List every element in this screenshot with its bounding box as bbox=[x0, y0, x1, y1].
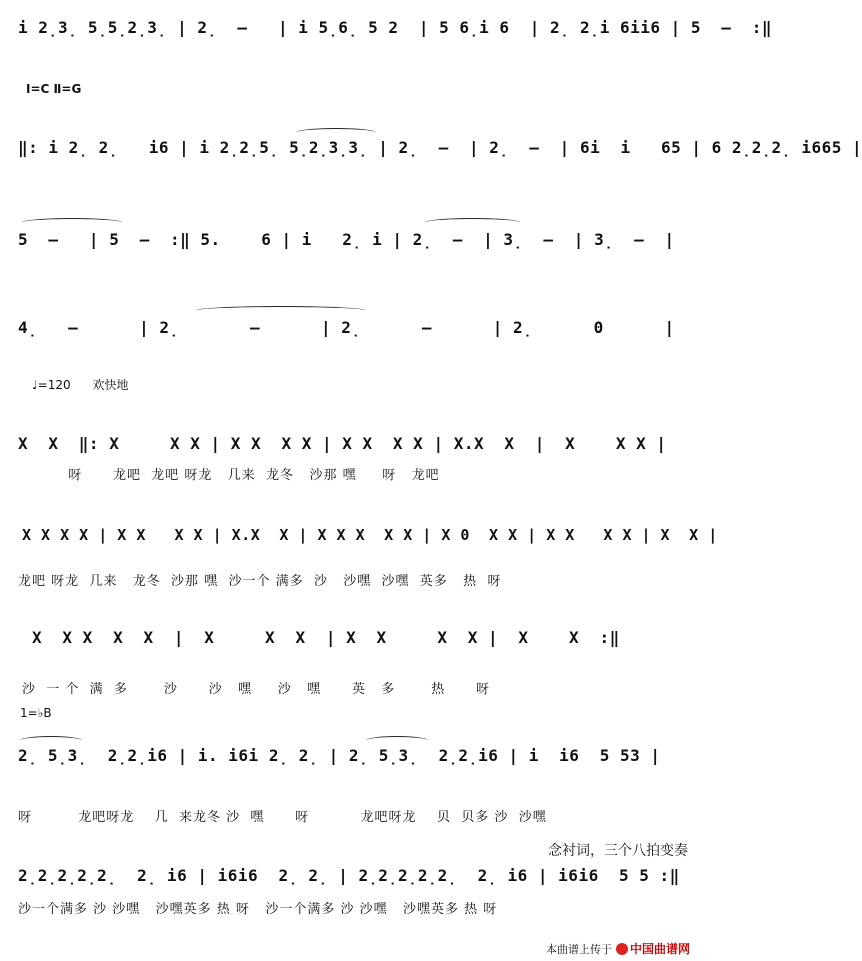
notation-line: 2̣2̣2̣2̣2̣ 2̣ i6 | i6i6 2̣ 2̣ | 2̣2̣2̣2̣2̣ 2̣ i6 | i6i6 5 5 :‖ bbox=[18, 866, 680, 885]
score-row-8 bbox=[0, 746, 700, 826]
tie-arc bbox=[20, 736, 82, 745]
key-change-label: Ⅰ=C Ⅱ=G bbox=[26, 82, 82, 96]
notation-line: X X ‖: X X X | X X X X | X X X X | X.X X | X X X | bbox=[18, 434, 667, 453]
notation-line: X X X X X | X X X | X X X X | X X :‖ bbox=[32, 628, 620, 647]
score-row-7 bbox=[0, 628, 700, 697]
score-row-1 bbox=[0, 18, 772, 48]
tie-arc bbox=[22, 218, 122, 227]
tie-arc bbox=[366, 736, 428, 745]
key-change-label: 1=♭B bbox=[20, 706, 52, 720]
score-row-9 bbox=[0, 866, 700, 926]
site-logo bbox=[616, 940, 690, 957]
score-row-4 bbox=[0, 318, 700, 348]
lyrics-line: 呀 龙吧 龙吧 呀龙 几来 龙冬 沙那 嘿 呀 龙吧 bbox=[22, 468, 440, 483]
score-row-6 bbox=[0, 526, 718, 589]
tie-arc bbox=[196, 306, 366, 315]
lyrics-line: 呀 龙吧呀龙 几 来龙冬 沙 嘿 呀 龙吧呀龙 贝 贝多 沙 沙嘿 bbox=[18, 810, 547, 825]
tempo-word: 欢快地 bbox=[92, 378, 129, 392]
uploaded-text: 本曲谱上传于 bbox=[545, 942, 612, 956]
notation-line: 5 – | 5 – :‖ 5. 6 | i 2̣ i | 2̣ – | 3̣ – | 3̣ – | bbox=[18, 230, 675, 249]
tie-arc bbox=[425, 218, 520, 227]
notation-line: ‖: i 2̣ 2̣ i6 | i 2̣2̣5̣ 5̣2̣3̣3̣ | 2̣ – | 2̣ – | 6i i 65 | 6 2̣2̣2̣ i665 | bbox=[18, 138, 862, 157]
notation-line: 4̣ – | 2̣ – | 2̣ – | 2̣ 0 | bbox=[18, 318, 675, 337]
lyrics-line: 沙 一 个 满 多 沙 沙 嘿 沙 嘿 英 多 热 呀 bbox=[22, 682, 491, 697]
notation-line: 2̣ 5̣3̣ 2̣2̣i6 | i. i6i 2̣ 2̣ | 2̣ 5̣3̣ 2̣2̣i6 | i i6 5 53 | bbox=[18, 746, 661, 765]
site-name: 中国曲谱网 bbox=[629, 942, 690, 956]
notation-line: i 2̣3̣ 5̣5̣2̣3̣ | 2̣ – | i 5̣6̣ 5 2 | 5 6̣i 6 | 2̣ 2̣i 6ii6 | 5 – :‖ bbox=[18, 18, 772, 37]
score-row-3 bbox=[0, 230, 700, 260]
tie-arc bbox=[296, 128, 376, 137]
lyrics-line: 沙一个满多 沙 沙嘿 沙嘿英多 热 呀 沙一个满多 沙 沙嘿 沙嘿英多 热 呀 bbox=[18, 902, 498, 917]
tempo-marking bbox=[32, 376, 128, 393]
score-row-2 bbox=[0, 138, 862, 168]
tempo-value: ♩=120 bbox=[32, 378, 71, 392]
notation-line: X X X X | X X X X | X.X X | X X X X X | X 0 X X | X X X X | X X | bbox=[22, 526, 718, 544]
lyrics-line: 龙吧 呀龙 几来 龙冬 沙那 嘿 沙一个 满多 沙 沙嘿 沙嘿 英多 热 呀 bbox=[18, 574, 502, 589]
recitation-note: 念衬词，三个八拍变奏 bbox=[548, 843, 688, 859]
watermark-footer bbox=[546, 940, 690, 957]
logo-mark-icon bbox=[616, 943, 628, 955]
score-row-5 bbox=[0, 434, 700, 494]
